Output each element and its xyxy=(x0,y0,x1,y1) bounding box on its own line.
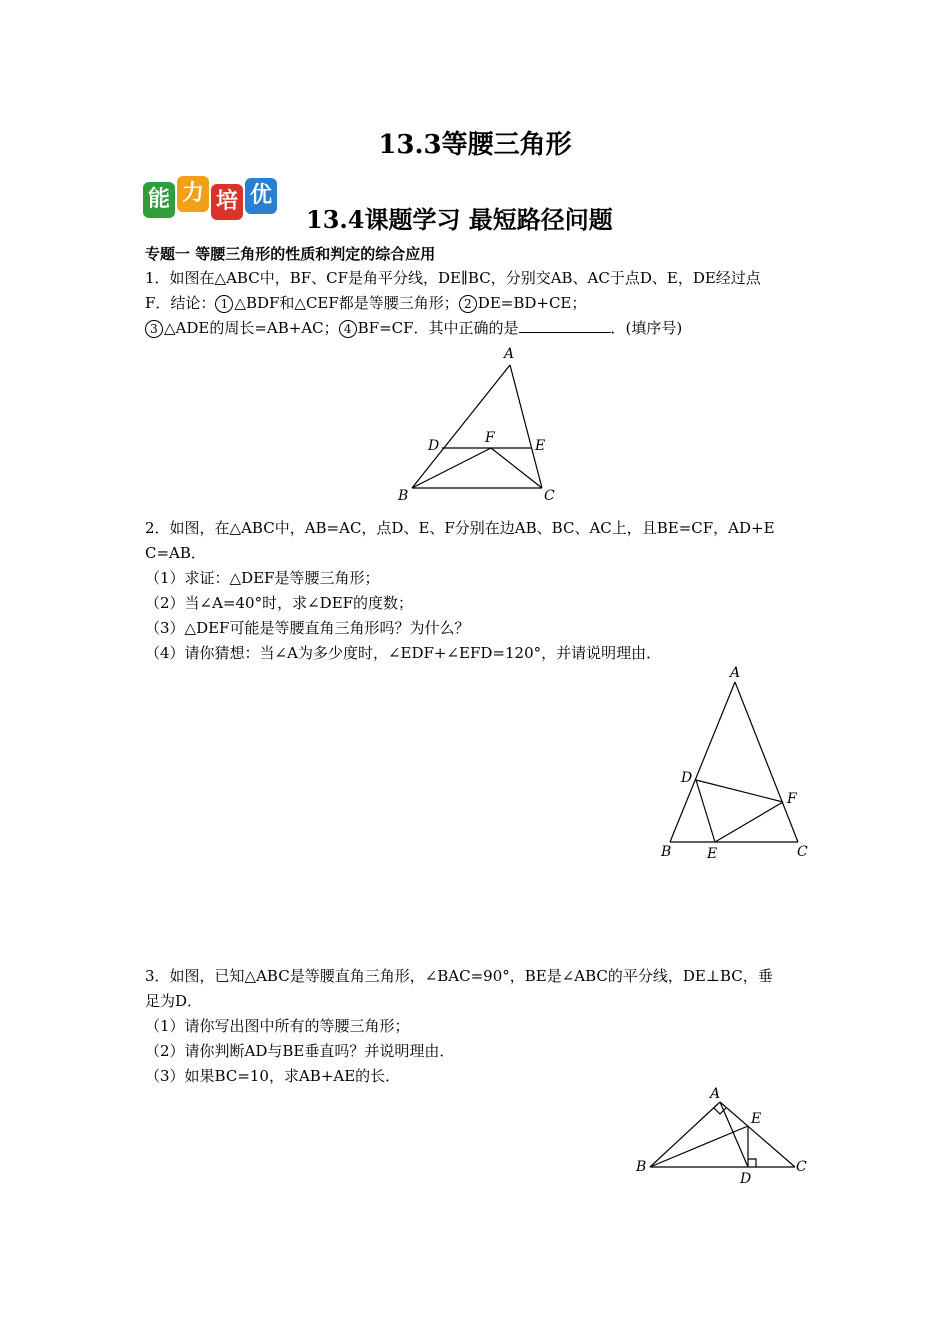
q3-label-b: B xyxy=(636,1159,647,1175)
q2-segment-df xyxy=(696,780,783,802)
q3-label-c: C xyxy=(796,1159,807,1175)
q2-part3: （3）△DEF可能是等腰直角三角形吗？为什么？ xyxy=(145,619,470,637)
q3-figure xyxy=(630,1082,815,1187)
q1-label-c: C xyxy=(544,488,555,504)
q2-part2: （2）当∠A=40°时，求∠DEF的度数； xyxy=(145,594,414,612)
q2-line2: C=AB． xyxy=(145,544,206,562)
q2-label-a: A xyxy=(730,665,741,681)
ability-badge-logo xyxy=(143,176,277,218)
q2-line1: 2．如图，在△ABC中，AB=AC，点D、E、F分别在边AB、BC、AC上，且BE=CF，AD+E xyxy=(145,519,775,537)
q2-side-ab xyxy=(670,682,735,842)
q1-label-d: D xyxy=(428,438,440,454)
q3-label-a: A xyxy=(710,1086,721,1102)
badge-tile-4: 优 xyxy=(245,178,277,214)
q3-line2: 足为D． xyxy=(145,992,203,1010)
q3-side-ab xyxy=(650,1102,720,1167)
q1-label-e: E xyxy=(535,438,546,454)
q1-statement-2: DE=BD+CE； xyxy=(477,294,587,312)
q1-answer-blank[interactable] xyxy=(519,318,611,333)
q3-right-angle-d xyxy=(748,1159,756,1167)
q2-label-c: C xyxy=(797,844,808,860)
q1-circle-2: 2 xyxy=(459,295,477,313)
q2-part4: （4）请你猜想：当∠A为多少度时，∠EDF+∠EFD=120°，并请说明理由． xyxy=(145,644,662,662)
q1-segment-cf xyxy=(491,448,542,488)
q1-line2 xyxy=(145,293,586,313)
q1-statement-4: BF=CF．其中正确的是 xyxy=(357,319,519,337)
q1-circle-1: 1 xyxy=(215,295,233,313)
q3-label-e: E xyxy=(751,1111,762,1127)
q2-figure xyxy=(655,660,815,865)
q3-part2: （2）请你判断AD与BE垂直吗？并说明理由． xyxy=(145,1042,455,1060)
q2-label-f: F xyxy=(787,791,797,807)
q1-side-ac xyxy=(510,365,542,488)
q1-figure xyxy=(390,340,570,510)
q1-statement-1: △BDF和△CEF都是等腰三角形； xyxy=(234,294,459,312)
q1-conclusion-label: F．结论： xyxy=(145,294,216,312)
q2-label-d: D xyxy=(681,770,693,786)
q1-label-a: A xyxy=(504,346,515,362)
q2-label-e: E xyxy=(707,846,718,862)
q3-part1: （1）请你写出图中所有的等腰三角形； xyxy=(145,1017,410,1035)
q1-statement-5: ．(填序号) xyxy=(610,319,683,337)
q1-line1: 1．如图在△ABC中，BF、CF是角平分线，DE∥BC，分别交AB、AC于点D、E，DE经过点 xyxy=(145,269,761,287)
q3-segment-ad xyxy=(720,1102,748,1167)
q1-label-f: F xyxy=(485,430,495,446)
q1-label-b: B xyxy=(398,488,409,504)
q2-side-ac xyxy=(735,682,798,842)
topic-heading: 专题一 等腰三角形的性质和判定的综合应用 xyxy=(145,245,436,263)
page-title: 13.3等腰三角形 xyxy=(378,130,572,160)
q1-line3 xyxy=(145,318,682,338)
q3-label-d: D xyxy=(740,1171,752,1187)
q2-segment-ef xyxy=(715,802,783,842)
badge-tile-3: 培 xyxy=(211,184,243,220)
q1-side-ab xyxy=(412,365,510,488)
q1-circle-3: 3 xyxy=(145,320,163,338)
q2-part1: （1）求证：△DEF是等腰三角形； xyxy=(145,569,380,587)
badge-tile-2: 力 xyxy=(177,176,209,212)
badge-tile-1: 能 xyxy=(143,182,175,218)
q1-segment-bf xyxy=(412,448,491,488)
section-subtitle: 13.4课题学习 最短路径问题 xyxy=(306,205,613,234)
q1-circle-4: 4 xyxy=(339,320,357,338)
q1-statement-3: △ADE的周长=AB+AC； xyxy=(164,319,339,337)
q3-part3: （3）如果BC=10，求AB+AE的长． xyxy=(145,1067,401,1085)
q2-segment-de xyxy=(696,780,715,842)
q2-label-b: B xyxy=(661,844,672,860)
q3-line1: 3．如图，已知△ABC是等腰直角三角形，∠BAC=90°，BE是∠ABC的平分线，DE⊥BC，垂 xyxy=(145,967,773,985)
